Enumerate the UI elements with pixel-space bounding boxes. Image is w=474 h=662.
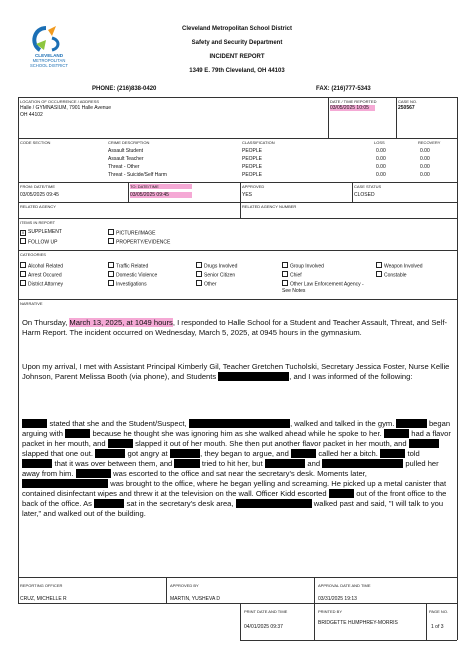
recovery-row-1: 0.00 (420, 148, 430, 154)
printed-by-value: BRIDGETTE HUMPHREY-MORRIS (318, 620, 398, 626)
property-label: PROPERTY/EVIDENCE (116, 239, 171, 246)
redaction: XXXXXXXXXXXXXXXX (322, 459, 404, 468)
cat-weapon[interactable] (376, 262, 423, 270)
cat-traffic-label: Traffic Related (116, 263, 149, 270)
approved-value: YES (242, 192, 253, 198)
cat-arrest[interactable] (20, 271, 62, 279)
categories-label: CATEGORIES (20, 252, 46, 257)
narrative-label: NARRATIVE (20, 301, 43, 306)
cat-alcohol-label: Alcohol Related (28, 263, 64, 270)
report-type: INCIDENT REPORT (209, 54, 265, 60)
crime-row-2: Assault Teacher (108, 156, 144, 162)
cat-investigations-label: Investigations (116, 281, 147, 288)
cat-weapon-label: Weapon Involved (384, 263, 423, 270)
cat-constable-label: Constable (384, 272, 407, 279)
crime-row-3: Threat - Other (108, 164, 140, 170)
cat-chief[interactable] (282, 271, 302, 279)
cat-alcohol-checkbox[interactable] (20, 262, 26, 268)
item-supplement[interactable] (20, 229, 62, 236)
case-status-value: CLOSED (354, 192, 375, 198)
class-row-2: PEOPLE (242, 156, 263, 162)
follow-up-checkbox[interactable] (20, 238, 26, 244)
redaction: XXXXXX (408, 439, 440, 448)
location-value-1: Halle / GYMNASIUM, 7901 Halle Avenue (20, 105, 112, 111)
header-fax: FAX: (216)777-5343 (316, 86, 371, 92)
approval-datetime-value: 03/31/2025 19:13 (318, 596, 357, 602)
cat-group[interactable] (282, 262, 324, 270)
location-value-2: OH 44102 (20, 112, 43, 118)
approval-datetime-label: APPROVAL DATE AND TIME (318, 583, 371, 588)
cat-other-law-checkbox[interactable] (282, 280, 288, 286)
cat-group-label: Group Involved (290, 263, 324, 270)
cat-other-label: Other (204, 281, 217, 288)
narrative-paragraph-3: XXXXX stated that she and the Student/Suspect, XXXXXXXXXXXXXXXXXXXX, walked and talked in the gym. XXXXXX began arguing with XXXXX because he thought she was ignoring him as she walked ahead while he spoke to her. XXXXX had a flavor packet in her mouth, and XXXXX slapped it out of her mouth. She then put another flavor packet in her mouth, and XXXXXX slapped that one out. XXXXXX got angry at XXXXXX, they began to argue, and XXXXX called her a bitch. XXXXX told XXXXXX that it was over between them, and XXXXX tried to hit her, but XXXXXXXX and XXXXXXXXXXXXXXXX pulled her away from him. XXXXXXX was escorted to the office and sat near the secretary's desk. Moments later, XXXXXXXXXXXXXXXXX was brought to the office, where he began yelling and screaming. He picked up a metal canister that contained disinfectant wipes and threw it at the television on the wall. Officer Kidd escorted XXXXX out of the front office to the back of the office. As XXXXXX sat in the secretary's desk area, XXXXXXXXXXXXXXX walked past and said, "I will talk to you later," and walked out of the building. (22, 419, 451, 518)
cat-da-label: District Attorney (28, 281, 64, 288)
narrative-paragraph-1: On Thursday, March 13, 2025, at 1049 hours, I responded to Halle School for a Student and Teacher Assault, Threat, and Self-Harm Report. The incident occurred on Wednesday, March 5, 2025, at 0945 hours in the gymnasium. (22, 318, 447, 337)
from-date-value: 03/05/2025 09:45 (20, 192, 59, 198)
cat-other-checkbox[interactable] (196, 280, 202, 286)
items-label: ITEMS IN REPORT (20, 220, 56, 225)
crime-row-1: Assault Student (108, 148, 144, 154)
crime-description-label: CRIME DESCRIPTION (108, 140, 150, 145)
cat-domestic[interactable] (108, 271, 157, 279)
redaction: XXXXX (107, 439, 134, 448)
redaction: XXXXX (383, 429, 410, 438)
code-section-label: CODE SECTION (20, 140, 51, 145)
redaction: XXXXXXXX (264, 459, 306, 468)
loss-row-1: 0.00 (376, 148, 386, 154)
redaction: XXXXX (65, 429, 91, 438)
district-name: Cleveland Metropolitan School District (181, 26, 292, 32)
loss-row-4: 0.00 (376, 172, 386, 178)
approved-by-value: MARTIN, YUSHEVA D (170, 596, 221, 602)
crime-row-4: Threat - Suicide/Self Harm (108, 172, 167, 178)
cat-drugs-label: Drugs Involved (204, 263, 238, 270)
class-row-1: PEOPLE (242, 148, 263, 154)
cat-arrest-checkbox[interactable] (20, 271, 26, 277)
item-follow-up[interactable] (20, 238, 57, 246)
redaction: XXXXXXXXXXXXXXX (235, 499, 312, 508)
classification-label: CLASSIFICATION (242, 140, 275, 145)
redaction: XXXXXX (94, 499, 125, 508)
cat-weapon-checkbox[interactable] (376, 262, 382, 268)
redaction: XXXXXX (95, 449, 126, 458)
cat-investigations-checkbox[interactable] (108, 280, 114, 286)
class-row-3: PEOPLE (242, 164, 263, 170)
logo-line2: METROPOLITAN (32, 58, 66, 63)
logo-line3: SCHOOL DISTRICT (29, 63, 69, 68)
cat-chief-checkbox[interactable] (282, 271, 288, 277)
related-agency-label: RELATED AGENCY (20, 204, 56, 209)
cat-group-checkbox[interactable] (282, 262, 288, 268)
redaction: XXXXX (328, 489, 355, 498)
department-name: Safety and Security Department (191, 40, 283, 46)
recovery-row-2: 0.00 (420, 156, 430, 162)
page-value: 1 of 3 (431, 624, 444, 630)
follow-up-label: FOLLOW UP (28, 239, 58, 246)
print-datetime-value: 04/01/2025 09:37 (244, 624, 283, 630)
recovery-row-4: 0.00 (420, 172, 430, 178)
cat-senior-checkbox[interactable] (196, 271, 202, 277)
item-property[interactable] (108, 238, 170, 246)
redaction: XXXXXXXXXXXXXXXXX (22, 479, 109, 488)
loss-row-3: 0.00 (376, 164, 386, 170)
header-phone: PHONE: (216)838-0420 (92, 86, 157, 92)
narrative-paragraph-2: Upon my arrival, I met with Assistant Principal Kimberly Gil, Teacher Gretchen Tucholski, Secretary Jessica Foster, Nurse Kellie Johnson, Parent Melissa Booth (via phone), and Students XXXXXXXXXXXXXX, and I was informed of the following: (22, 362, 450, 381)
supplement-label: SUPPLEMENT (28, 229, 62, 235)
recovery-label: RECOVERY (418, 140, 441, 145)
location-label: LOCATION OF OCCURRENCE / ADDRESS (20, 99, 100, 104)
cat-drugs-checkbox[interactable] (196, 262, 202, 268)
narrative-highlighted-date: March 13, 2025, at 1049 hours (69, 318, 173, 327)
redaction: XXXXXXXXXXXXXXXXXXXX (188, 419, 291, 428)
cat-drugs[interactable] (196, 262, 237, 270)
cat-arrest-label: Arrest Occured (28, 272, 62, 279)
redaction: XXXXX (22, 419, 48, 428)
related-agency-number-label: RELATED AGENCY NUMBER (242, 204, 297, 209)
redaction: XXXXXXX (75, 469, 112, 478)
picture-checkbox[interactable] (108, 229, 114, 235)
redaction: XXXXXX (22, 459, 53, 468)
logo-line1: CLEVELAND (34, 53, 64, 58)
item-picture[interactable] (108, 229, 155, 237)
district-logo (22, 24, 76, 70)
class-row-4: PEOPLE (242, 172, 263, 178)
cat-domestic-checkbox[interactable] (108, 271, 114, 277)
reporting-officer-value: CRUZ, MICHELLE R (20, 596, 67, 602)
case-no-label: CASE NO. (398, 99, 418, 104)
cat-other-law[interactable] (282, 280, 366, 294)
cat-traffic[interactable] (108, 262, 148, 270)
cat-da-checkbox[interactable] (20, 280, 26, 286)
redaction: XXXXXX (396, 419, 427, 428)
cat-senior[interactable] (196, 271, 235, 279)
from-date-label: FROM: DATE/TIME (20, 184, 56, 189)
header-address: 1349 E. 79th Cleveland, OH 44103 (189, 68, 285, 74)
redaction: XXXXXXXXXXXXXX (218, 372, 290, 381)
reporting-officer-label: REPORTING OFFICER (20, 583, 63, 588)
cat-investigations[interactable] (108, 280, 147, 288)
redaction: XXXXX (380, 449, 406, 458)
redaction: XXXXXX (169, 449, 201, 458)
to-date-value: 03/05/2025 09:45 (130, 192, 192, 198)
date-reported-label: DATE / TIME REPORTED (330, 99, 377, 104)
printed-by-label: PRINTED BY (318, 609, 343, 614)
case-status-label: CASE STATUS (354, 184, 382, 189)
cat-da[interactable] (20, 280, 63, 288)
approved-label: APPROVED (242, 184, 265, 189)
cat-chief-label: Chief (290, 272, 302, 279)
recovery-row-3: 0.00 (420, 164, 430, 170)
picture-label: PICTURE/IMAGE (116, 230, 156, 237)
cat-constable-checkbox[interactable] (376, 271, 382, 277)
cat-alcohol[interactable] (20, 262, 63, 270)
case-no-value: 250567 (398, 105, 415, 111)
loss-row-2: 0.00 (376, 156, 386, 162)
cat-constable[interactable] (376, 271, 407, 279)
print-datetime-label: PRINT DATE AND TIME (244, 609, 288, 614)
cat-domestic-label: Domestic Violence (116, 272, 158, 279)
approved-by-label: APPROVED BY (170, 583, 199, 588)
redaction: XXXXX (174, 459, 200, 468)
redaction: XXXXX (290, 449, 317, 458)
loss-label: LOSS (374, 140, 385, 145)
cat-other[interactable] (196, 280, 217, 288)
to-date-label: TO: DATE/TIME (130, 184, 192, 189)
cat-senior-label: Senior Citizen (204, 272, 236, 279)
page-label: PAGE NO. (429, 609, 449, 614)
date-reported-value: 03/05/2025 10:05 (330, 105, 375, 111)
property-checkbox[interactable] (108, 238, 114, 244)
cat-traffic-checkbox[interactable] (108, 262, 114, 268)
cat-other-law-label: Other Law Enforcement Agency - See Notes (282, 281, 364, 294)
supplement-checkbox[interactable]: X (21, 229, 25, 235)
